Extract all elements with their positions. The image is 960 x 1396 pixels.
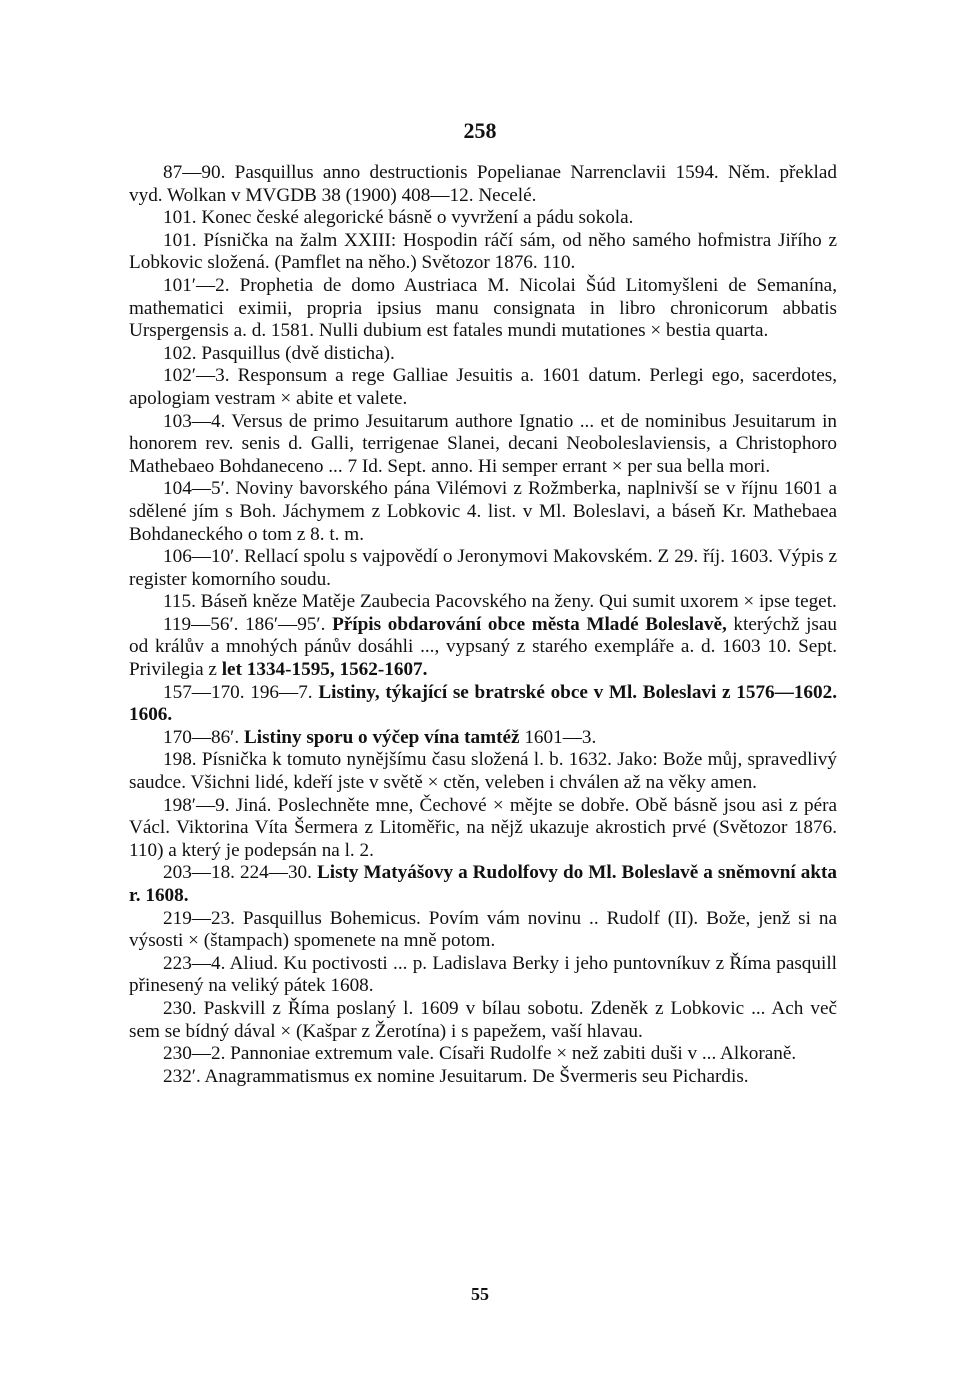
entry-text: 101. Konec české alegorické básně o vyvržení a pádu sokola. bbox=[163, 207, 634, 229]
catalog-entry bbox=[129, 998, 837, 1043]
entry-text: 230—2. Pannoniae extremum vale. Císaři Rudolfe × než zabiti duši v ... Alkoraně. bbox=[163, 1043, 797, 1065]
entry-text: 115. Báseň kněze Matěje Zaubecia Pacovského na ženy. Qui sumit uxorem × ipse teget. bbox=[163, 591, 837, 613]
catalog-entry bbox=[129, 591, 837, 614]
entry-text: 1601—3. bbox=[519, 726, 597, 748]
catalog-entry bbox=[129, 862, 837, 907]
footer-page-number: 55 bbox=[471, 1284, 489, 1304]
entry-text: 223—4. Aliud. Ku poctivosti ... p. Ladislava Berky i jeho puntovníkuv z Říma pasquill přinesený na veliký pátek 1608. bbox=[129, 952, 837, 997]
catalog-entry bbox=[129, 1043, 837, 1066]
entry-text: 198. Písnička k tomuto nynějšímu času složená l. b. 1632. Jako: Bože můj, spravedlivý saudce. Všichni lidé, kdeří jste v světě × ctěn, veleben i chválen až na věky amen. bbox=[129, 749, 837, 794]
catalog-entry bbox=[129, 411, 837, 479]
catalog-entry bbox=[129, 207, 837, 230]
entry-text: 103—4. Versus de primo Jesuitarum authore Ignatio ... et de nominibus Jesuitarum in honorem rev. senis d. Galli, terrigenae Slanei, decani Neoboleslaviensis, a Christophoro Mathebaeo Bohdaneceno ... 7 Id. Sept. anno. Hi semper errant × per sua bella mori. bbox=[129, 410, 837, 477]
page-number: 258 bbox=[463, 118, 497, 143]
body-text bbox=[129, 162, 837, 1088]
entry-text: 230. Paskvill z Říma poslaný l. 1609 v bílau sobotu. Zdeněk z Lobkovic ... Ach več sem se bídný dával × (Kašpar z Žerotína) i s papežem, vaší hlavau. bbox=[129, 997, 837, 1042]
catalog-entry bbox=[129, 682, 837, 727]
entry-text: 232′. Anagrammatismus ex nomine Jesuitarum. De Švermeris seu Pichardis. bbox=[163, 1065, 749, 1087]
catalog-entry bbox=[129, 478, 837, 546]
entry-text: 170—86′. bbox=[163, 726, 244, 748]
catalog-entry bbox=[129, 546, 837, 591]
catalog-entry bbox=[129, 727, 837, 750]
catalog-entry bbox=[129, 953, 837, 998]
entry-text: 101. Písnička na žalm XXIII: Hospodin ráčí sám, od něho samého hofmistra Jiřího z Lobkovic složená. (Pamflet na něho.) Světozor 1876. 110. bbox=[129, 229, 837, 274]
entry-text: 102′—3. Responsum a rege Galliae Jesuitis a. 1601 datum. Perlegi ego, sacerdotes, apologiam vestram × abite et valete. bbox=[129, 365, 837, 409]
entry-text: 198′—9. Jiná. Poslechněte mne, Čechové × mějte se dobře. Obě básně jsou asi z péra Václ. Viktorina Víta Šermera z Litoměřic, na nějž ukazuje akrostich prvé (Světozor 1876. 110) a který je podepsán na l. 2. bbox=[129, 794, 837, 861]
entry-text: kterýchž jsau od králův a mnohých pánův dosáhli ..., vypsaný z starého exempláře a. d. 1603 10. Sept. Privilegia z bbox=[129, 613, 837, 681]
entry-text: 102. Pasquillus (dvě disticha). bbox=[163, 342, 395, 364]
entry-text: 119—56′. 186′—95′. bbox=[163, 613, 333, 635]
catalog-entry bbox=[129, 275, 837, 343]
entry-text-bold: Listiny sporu o výčep vína tamtéž bbox=[243, 726, 520, 748]
entry-text-bold: let 1334-1595, 1562-1607. bbox=[221, 659, 428, 681]
catalog-entry bbox=[129, 365, 837, 410]
catalog-entry bbox=[129, 1066, 837, 1089]
entry-text: 101′—2. Prophetia de domo Austriaca M. Nicolai Šúd Litomyšleni de Semanína, mathematici eximii, propria ipsius manu consignata in libro chronicorum abbatis Urspergensis a. d. 1581. Nulli dubium est fatales mundi mutationes × bestia quarta. bbox=[129, 274, 837, 342]
catalog-entry bbox=[129, 614, 837, 682]
catalog-entry bbox=[129, 749, 837, 794]
catalog-entry bbox=[129, 162, 837, 207]
entry-text-bold: Listy Matyášovy a Rudolfovy do Ml. Boleslavě a sněmovní akta r. 1608. bbox=[129, 862, 837, 906]
entry-text: 157—170. 196—7. bbox=[163, 681, 319, 703]
catalog-entry bbox=[129, 795, 837, 863]
entry-text: 106—10′. Rellací spolu s vajpovědí o Jeronymovi Makovském. Z 29. říj. 1603. Výpis z register komorního soudu. bbox=[129, 546, 837, 590]
entry-text: 104—5′. Noviny bavorského pána Vilémovi z Rožmberka, naplnivší se v říjnu 1601 a sdělené jím s Boh. Jáchymem z Lobkovic 4. list. v Ml. Boleslavi, a báseň Kr. Mathebaea Bohdaneckého o tom z 8. t. m. bbox=[129, 478, 837, 545]
entry-text-bold: Listiny, týkající se bratrské obce v Ml. Boleslavi z 1576—1602. 1606. bbox=[129, 681, 837, 726]
entry-text: 87—90. Pasquillus anno destructionis Popelianae Narrenclavii 1594. Něm. překlad vyd. Wolkan v MVGDB 38 (1900) 408—12. Necelé. bbox=[129, 162, 837, 206]
entry-text: 219—23. Pasquillus Bohemicus. Povím vám novinu .. Rudolf (II). Bože, jenž si na výsosti × (štampach) spomenete na mně potom. bbox=[129, 907, 837, 952]
entry-text-bold: Přípis obdarování obce města Mladé Boleslavě, bbox=[332, 613, 727, 635]
catalog-entry bbox=[129, 230, 837, 275]
catalog-entry bbox=[129, 343, 837, 366]
catalog-entry bbox=[129, 908, 837, 953]
entry-text: 203—18. 224—30. bbox=[163, 862, 317, 884]
